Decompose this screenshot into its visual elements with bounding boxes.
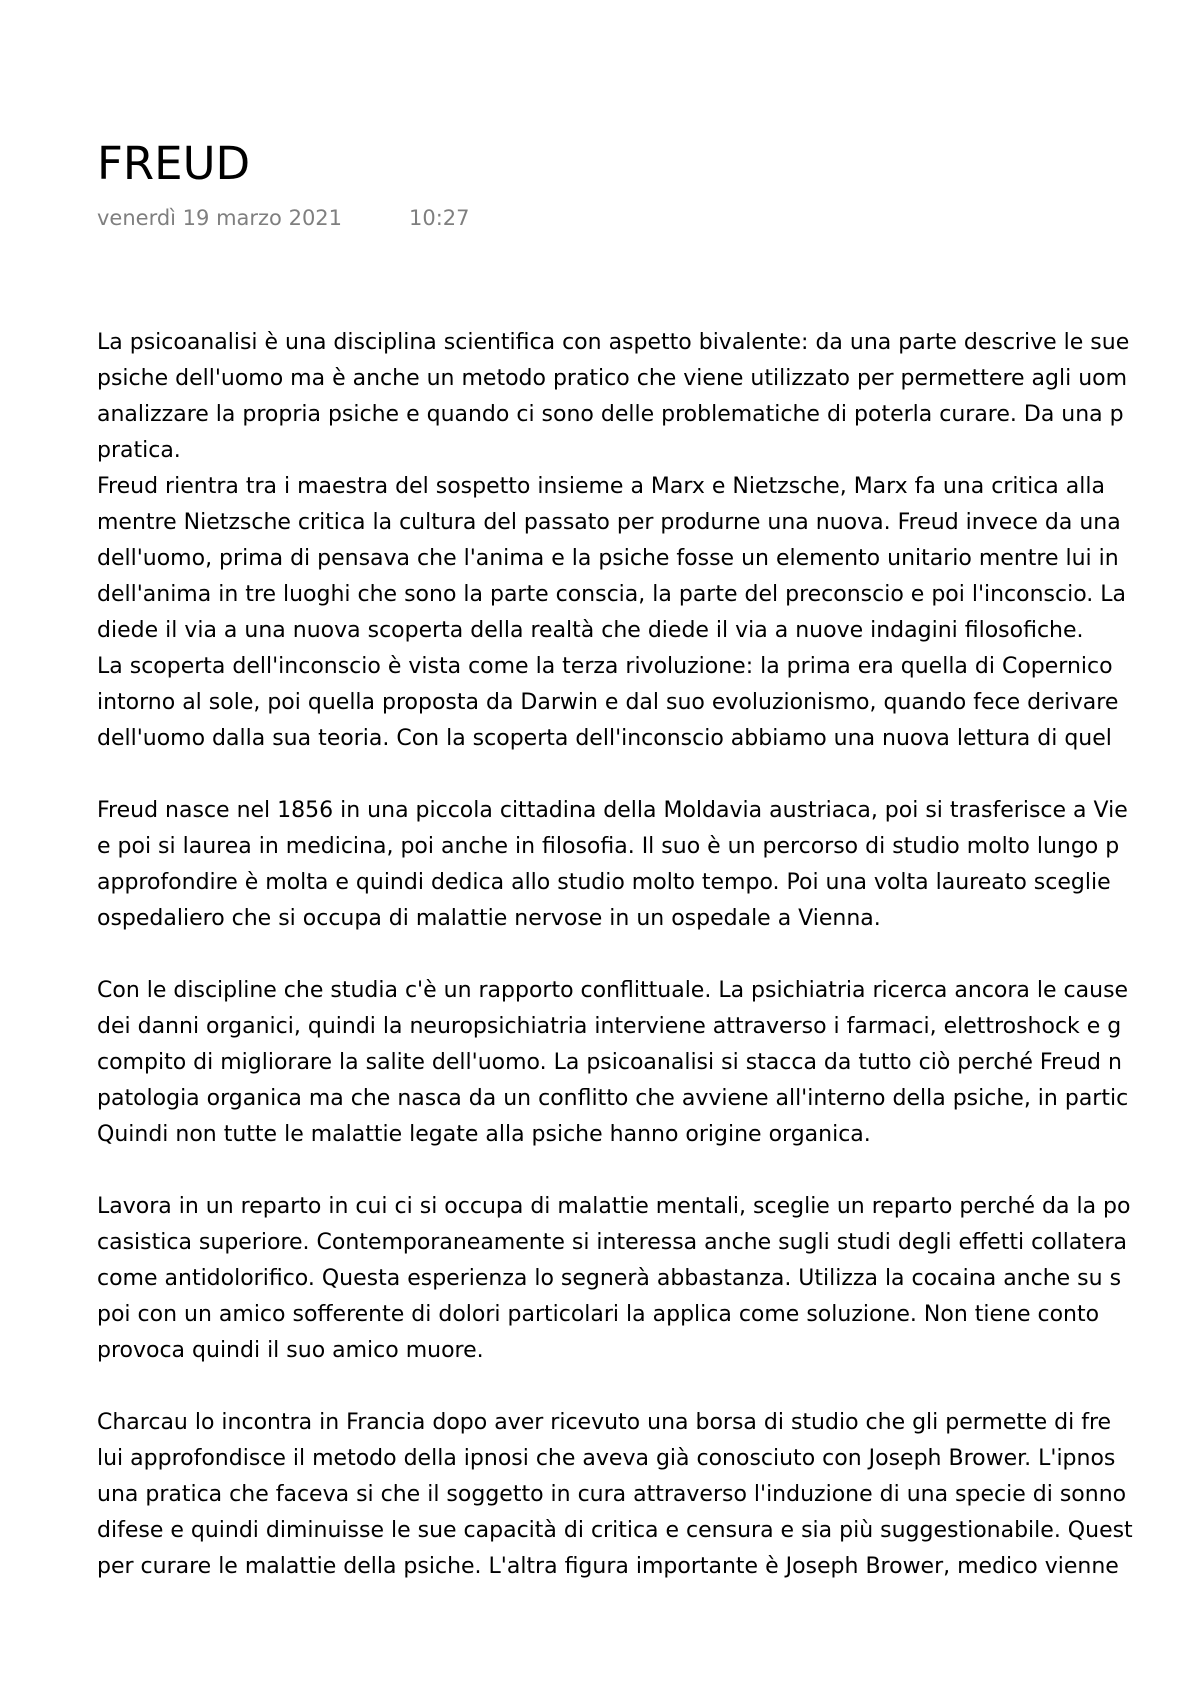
text-line: Freud nasce nel 1856 in una piccola cittadina della Moldavia austriaca, poi si trasferisce a Vie [97,798,1128,823]
text-line: compito di migliorare la salite dell'uomo. La psicoanalisi si stacca da tutto ciò perché Freud n [97,1050,1122,1075]
text-line: mentre Nietzsche critica la cultura del passato per produrne una nuova. Freud invece da una [97,510,1121,535]
paragraph-spacer [97,937,1200,973]
text-line: come antidolorifico. Questa esperienza lo segnerà abbastanza. Utilizza la cocaina anche su s [97,1266,1122,1291]
text-line: Freud rientra tra i maestra del sospetto insieme a Marx e Nietzsche, Marx fa una critica alla [97,474,1105,499]
text-line: dell'anima in tre luoghi che sono la parte conscia, la parte del preconscio e poi l'inconscio. La [97,582,1127,607]
text-line: approfondire è molta e quindi dedica allo studio molto tempo. Poi una volta laureato sceglie [97,870,1111,895]
paragraph-spacer [97,757,1200,793]
text-line: patologia organica ma che nasca da un conflitto che avviene all'interno della psiche, in partic [97,1086,1129,1111]
text-line: diede il via a una nuova scoperta della realtà che diede il via a nuove indagini filosofiche. [97,618,1084,643]
text-line: poi con un amico sofferente di dolori particolari la applica come soluzione. Non tiene conto [97,1302,1100,1327]
text-line: dei danni organici, quindi la neuropsichiatria interviene attraverso i farmaci, elettroshock e g [97,1014,1122,1039]
text-line: Charcau lo incontra in Francia dopo aver ricevuto una borsa di studio che gli permette di fre [97,1410,1112,1435]
paragraph-spacer [97,1153,1200,1189]
text-line: pratica. [97,438,181,463]
text-line: e poi si laurea in medicina, poi anche in filosofia. Il suo è un percorso di studio molto lungo p [97,834,1120,859]
text-line: La psicoanalisi è una disciplina scientifica con aspetto bivalente: da una parte descrive le sue [97,330,1130,355]
text-line: intorno al sole, poi quella proposta da Darwin e dal suo evoluzionismo, quando fece derivare [97,690,1119,715]
text-line: Lavora in un reparto in cui ci si occupa di malattie mentali, sceglie un reparto perché da la po [97,1194,1131,1219]
page-time: 10:27 [409,206,470,230]
text-line: dell'uomo dalla sua teoria. Con la scoperta dell'inconscio abbiamo una nuova lettura di quel [97,726,1112,751]
text-line: La scoperta dell'inconscio è vista come la terza rivoluzione: la prima era quella di Copernico [97,654,1113,679]
text-line: psiche dell'uomo ma è anche un metodo pratico che viene utilizzato per permettere agli uom [97,366,1128,391]
text-line: casistica superiore. Contemporaneamente si interessa anche sugli studi degli effetti collatera [97,1230,1128,1255]
text-line: Quindi non tutte le malattie legate alla psiche hanno origine organica. [97,1122,871,1147]
text-line: per curare le malattie della psiche. L'altra figura importante è Joseph Brower, medico vienne [97,1554,1119,1579]
text-line: difese e quindi diminuisse le sue capacità di critica e censura e sia più suggestionabile. Quest [97,1518,1133,1543]
text-line: una pratica che faceva si che il soggetto in cura attraverso l'induzione di una specie di sonno [97,1482,1127,1507]
text-line: lui approfondisce il metodo della ipnosi che aveva già conosciuto con Joseph Brower. L'ipnos [97,1446,1116,1471]
text-line: analizzare la propria psiche e quando ci sono delle problematiche di poterla curare. Da una p [97,402,1124,427]
text-line: Con le discipline che studia c'è un rapporto conflittuale. La psichiatria ricerca ancora le cause [97,978,1129,1003]
text-line: ospedaliero che si occupa di malattie nervose in un ospedale a Vienna. [97,906,881,931]
text-line: provoca quindi il suo amico muore. [97,1338,484,1363]
text-line: dell'uomo, prima di pensava che l'anima e la psiche fosse un elemento unitario mentre lui in [97,546,1119,571]
paragraph-spacer [97,1369,1200,1405]
page-date: venerdì 19 marzo 2021 [97,206,343,230]
note-body[interactable] [97,325,1200,1585]
page-title: FREUD [97,137,251,190]
